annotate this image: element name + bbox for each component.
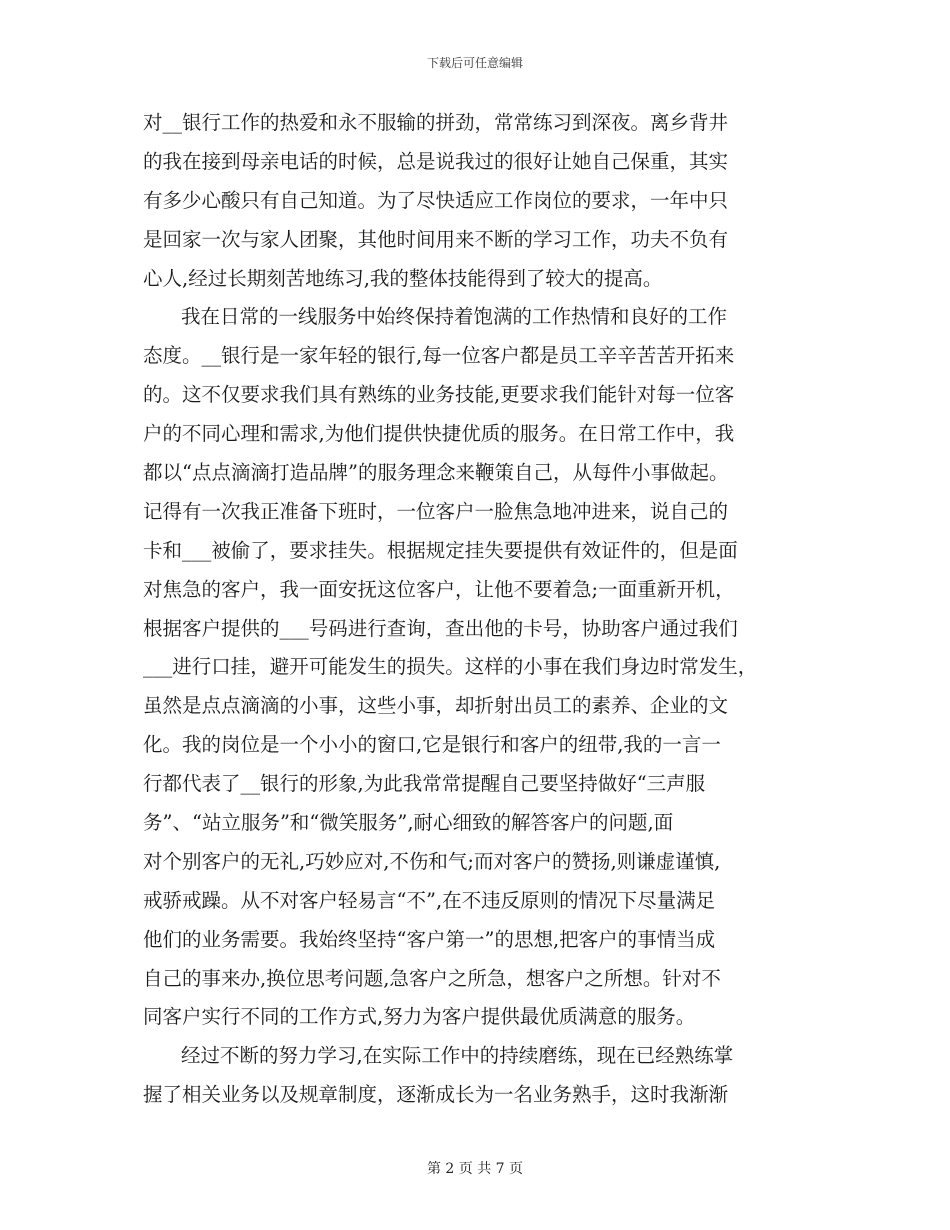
text-line: 虽然是点点滴滴的小事，这些小事，却折射出员工的素养、企业的文	[143, 694, 729, 718]
text-line: ___进行口挂，避开可能发生的损失。这样的小事在我们身边时常发生，	[143, 655, 758, 679]
text-line: 是回家一次与家人团聚，其他时间用来不断的学习工作，功夫不负有	[143, 227, 729, 251]
text-line: 卡和___被偷了，要求挂失。根据规定挂失要提供有效证件的，但是面	[143, 538, 738, 562]
text-line: 对__银行工作的热爱和永不服输的拼劲，常常练习到深夜。离乡背井	[143, 111, 729, 134]
text-line: 戒骄戒躁。从不对客户轻易言“不”,在不违反原则的情况下尽量满足	[143, 888, 716, 912]
text-line: 心人,经过长期刻苦地练习,我的整体技能得到了较大的提高。	[143, 266, 663, 290]
text-line: 户的不同心理和需求,为他们提供快捷优质的服务。在日常工作中，我	[143, 422, 735, 446]
text-line: 根据客户提供的___号码进行查询，查出他的卡号，协助客户通过我们	[143, 616, 738, 640]
text-line: 自己的事来办,换位思考问题,急客户之所急，想客户之所想。针对不	[143, 966, 721, 990]
text-line: 经过不断的努力学习,在实际工作中的持续磨练，现在已经熟练掌	[181, 1044, 734, 1068]
text-line: 我在日常的一线服务中始终保持着饱满的工作热情和良好的工作	[181, 305, 728, 329]
page-header: 下载后可任意编辑	[426, 56, 523, 70]
text-line: 化。我的岗位是一个小小的窗口,它是银行和客户的纽带,我的一言一	[143, 733, 721, 757]
text-line: 的我在接到母亲电话的时候，总是说我过的很好让她自己保重，其实	[143, 149, 729, 173]
text-line: 记得有一次我正准备下班时，一位客户一脸焦急地冲进来，说自己的	[143, 499, 729, 523]
text-line: 对焦急的客户，我一面安抚这位客户，让他不要着急;一面重新开机，	[143, 577, 735, 601]
text-line: 务”、“站立服务”和“微笑服务”,耐心细致的解答客户的问题,面	[143, 811, 674, 835]
text-line: 有多少心酸只有自己知道。为了尽快适应工作岗位的要求，一年中只	[143, 188, 729, 212]
text-line: 的。这不仅要求我们具有熟练的业务技能,更要求我们能针对每一位客	[143, 383, 735, 407]
text-line: 同客户实行不同的工作方式,努力为客户提供最优质满意的服务。	[143, 1005, 696, 1029]
document-body	[143, 104, 813, 1115]
page-number-footer: 第 2 页 共 7 页	[426, 1161, 524, 1177]
text-line: 态度。__银行是一家年轻的银行,每一位客户都是员工辛辛苦苦开拓来	[143, 344, 735, 368]
text-line: 握了相关业务以及规章制度，逐渐成长为一名业务熟手，这时我渐渐	[143, 1083, 729, 1107]
text-line: 都以“点点滴滴打造品牌”的服务理念来鞭策自己，从每件小事做起。	[143, 461, 729, 485]
text-line: 对个别客户的无礼,巧妙应对,不伤和气;而对客户的赞扬,则谦虚谨慎,	[143, 849, 721, 873]
text-line: 他们的业务需要。我始终坚持“客户第一”的思想,把客户的事情当成	[143, 927, 716, 951]
text-line: 行都代表了__银行的形象,为此我常常提醒自己要坚持做好“三声服	[143, 772, 706, 796]
